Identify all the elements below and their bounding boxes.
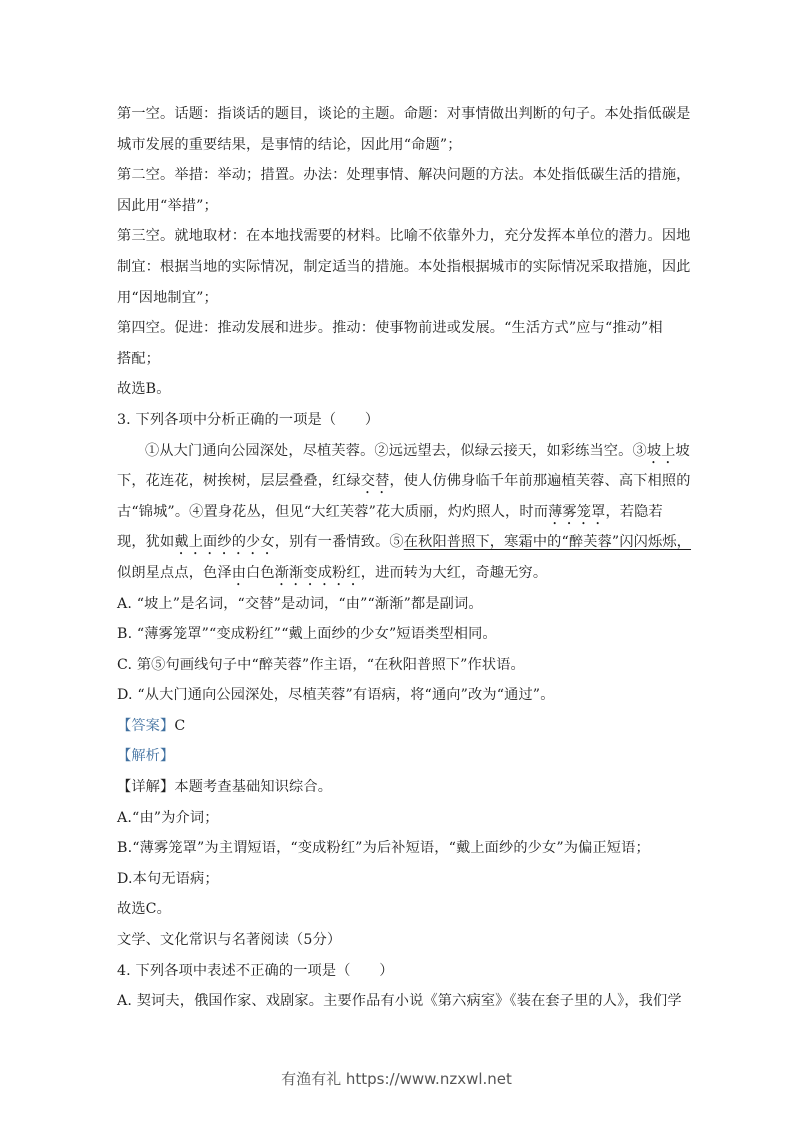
passage-text: ①从大门通向公园深处，尽植芙蓉。②远远望去，似绿云接天，如彩练当空。③ [145, 442, 647, 459]
explanation-line: 第二空。举措：举动；措置。办法：处理事情、解决问题的方法。本处指低碳生活的措施， [117, 167, 691, 184]
option-c: C. 第⑤句画线句子中“醉芙蓉”作主语，“在秋阳普照下”作状语。 [117, 656, 525, 673]
detail-line: D.本句无语病； [117, 870, 219, 887]
underlined-sentence: 在秋阳普照下，寒霜中的“醉芙蓉”闪闪烁烁， [403, 534, 692, 551]
dotted-word: 渐渐变成粉红 [274, 564, 361, 581]
explanation-line: 用“因地制宜”； [117, 289, 218, 306]
passage-line [117, 497, 685, 528]
footer-watermark: 有渔有礼 https://www.nzxwl.net [281, 1070, 512, 1088]
passage-text: 坡 [675, 442, 690, 459]
explanation-line: 城市发展的重要结果，是事情的结论，因此用“命题”； [117, 136, 462, 153]
passage-line [117, 436, 690, 467]
passage-text: 古“锦城”。④置身花丛，但见“大红芙蓉”花大质丽，灼灼照人，时而 [117, 503, 549, 520]
question-3-passage [117, 436, 692, 589]
passage-text: 现，犹如 [117, 534, 175, 551]
previous-answer-line: 故选B。 [117, 381, 171, 398]
dotted-word: 坡上 [646, 442, 676, 459]
passage-line [117, 527, 692, 558]
analysis-tag: 【解析】 [117, 748, 175, 765]
dotted-word: 戴上面纱的少女 [174, 534, 275, 551]
explanation-line: 第四空。促进：推动发展和进步。推动：使事物前进或发展。“生活方式”应与“推动”相 [117, 320, 663, 337]
detail-line: B.“薄雾笼罩”为主谓短语，“变成粉红”为后补短语，“戴上面纱的少女”为偏正短语； [117, 840, 650, 857]
answer-tag: 【答案】 [117, 717, 175, 734]
question-4-option-a: A. 契诃夫，俄国作家、戏剧家。主要作品有小说《第六病室》《装在套子里的人》，我们学 [117, 993, 682, 1010]
detail-line: 【详解】本题考查基础知识综合。 [117, 779, 333, 796]
option-b: B. “薄雾笼罩”“变成粉红”“戴上面纱的少女”短语类型相同。 [117, 626, 497, 643]
explanation-line: 因此用“举措”； [117, 197, 218, 214]
option-d: D. “从大门通向公园深处，尽植芙蓉”有语病，将“通向”改为“通过”。 [117, 687, 555, 704]
explanation-line: 搭配； [117, 350, 161, 367]
passage-text: 似朗星点点，色泽 [117, 564, 232, 581]
question-4-stem: 4. 下列各项中表述不正确的一项是（ ） [117, 962, 394, 979]
passage-text: ，使人仿佛身临千年前那遍植芙蓉、高下相照的 [389, 473, 691, 490]
dotted-word: 由 [231, 564, 247, 581]
option-a: A. “坡上”是名词，“交替”是动词，“由”“渐渐”都是副词。 [117, 595, 483, 612]
passage-line [117, 466, 691, 497]
explanation-line: 第一空。话题：指谈话的题目，谈论的主题。命题：对事情做出判断的句子。本处指低碳是 [117, 106, 691, 122]
document-page [117, 99, 692, 1017]
answer-line [117, 711, 685, 742]
section-heading: 文学、文化常识与名著阅读（5分） [117, 932, 342, 949]
explanation-line: 制宜：根据当地的实际情况，制定适当的措施。本处指根据城市的实际情况采取措施，因此 [117, 258, 691, 275]
dotted-word: 交替 [360, 473, 390, 490]
explanation-line: 第三空。就地取材：在本地找需要的材料。比喻不依靠外力，充分发挥本单位的潜力。因地 [117, 228, 691, 245]
question-3-stem: 3. 下列各项中分析正确的一项是（ ） [117, 411, 380, 428]
passage-text: ，别有一番情致。⑤ [274, 534, 404, 551]
detail-line: 故选C。 [117, 901, 172, 918]
passage-text: 白色 [246, 564, 275, 581]
passage-text: 下，花连花，树挨树，层层叠叠，红绿 [117, 473, 361, 490]
dotted-word: 薄雾笼罩 [548, 503, 606, 520]
passage-line [117, 558, 685, 589]
passage-text: ，进而转为大红，奇趣无穷。 [360, 564, 548, 581]
detail-line: A.“由”为介词； [117, 809, 219, 826]
passage-text: ，若隐若 [605, 503, 663, 520]
answer-value: C [174, 717, 186, 734]
